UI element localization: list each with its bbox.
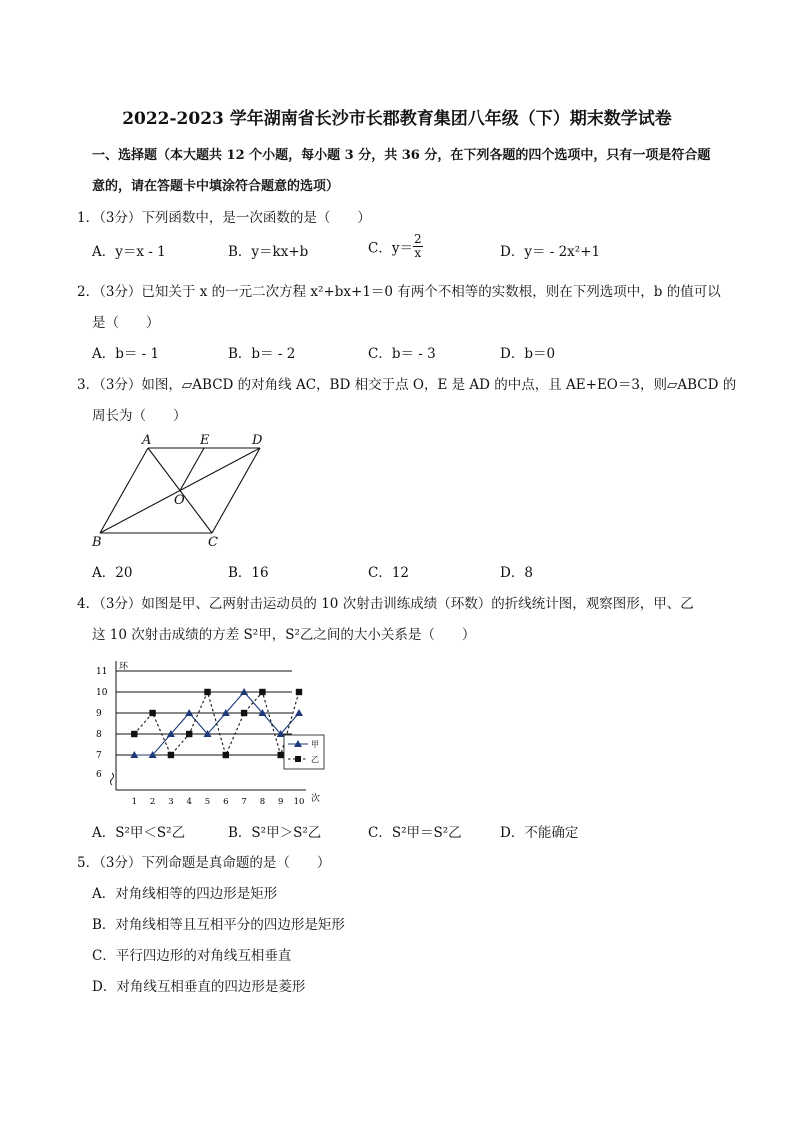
parallelogram-figure: [88, 428, 278, 553]
y-tick-6: 6: [96, 770, 102, 780]
label-b: B: [92, 535, 102, 550]
q1-option-c-prefix: C．y＝: [368, 240, 413, 257]
series-2-point-2: [149, 710, 155, 716]
section-heading-line2: 意的，请在答题卡中填涂符合题意的选项）: [92, 179, 340, 194]
label-o: O: [174, 493, 185, 508]
q5-option-b: B．对角线相等且互相平分的四边形是矩形: [92, 917, 345, 933]
series-2-point-7: [241, 710, 247, 716]
chart-axes: [111, 661, 307, 790]
legend-label-1: 甲: [311, 740, 319, 749]
q2-stem-line1: 2．（3分）已知关于 x 的一元二次方程 x²+bx+1＝0 有两个不相等的实数根，则在下列选项中，b 的值可以: [77, 284, 721, 300]
y-tick-11: 11: [96, 667, 108, 677]
series-2-point-5: [204, 689, 210, 695]
series-1-point-10: [295, 709, 303, 716]
q5-option-a: A．对角线相等的四边形是矩形: [92, 886, 278, 902]
chart-legend: [284, 735, 324, 769]
chart-series: [130, 688, 303, 758]
y-tick-7: 7: [96, 751, 102, 761]
x-tick-7: 7: [241, 797, 247, 807]
q1-option-c-numerator: 2: [413, 232, 422, 246]
q3-option-b: B．16: [228, 565, 269, 581]
q4-option-a: A．S²甲＜S²乙: [92, 825, 186, 841]
x-tick-1: 1: [131, 797, 138, 807]
q3-option-c: C．12: [368, 565, 410, 581]
y-tick-10: 10: [96, 688, 108, 698]
q3-stem-line2: 周长为（ ）: [92, 408, 187, 424]
label-a: A: [142, 433, 152, 448]
page-title: 2022-2023 学年湖南省长沙市长郡教育集团八年级（下）期末数学试卷: [122, 109, 672, 129]
q1-option-c-fraction: [413, 233, 423, 260]
series-2-point-4: [186, 731, 192, 737]
x-tick-6: 6: [223, 797, 229, 807]
series-2-point-9: [278, 752, 284, 758]
x-tick-2: 2: [149, 797, 156, 807]
x-tick-4: 4: [186, 797, 192, 807]
q3-stem-line1: 3．（3分）如图，▱ABCD 的对角线 AC，BD 相交于点 O，E 是 AD 的中点，且 AE+EO＝3，则▱ABCD 的: [77, 377, 737, 393]
q5-option-c: C．平行四边形的对角线互相垂直: [92, 948, 292, 964]
x-tick-9: 9: [277, 797, 284, 807]
shooting-score-line-chart: [92, 655, 332, 810]
q2-option-b: B．b＝ - 2: [228, 346, 296, 362]
q2-option-c: C．b＝ - 3: [368, 346, 436, 362]
series-2-point-6: [223, 752, 229, 758]
q1-option-a: A．y＝x - 1: [92, 244, 166, 260]
legend-marker-2: [295, 756, 301, 762]
series-line-2: [134, 692, 299, 755]
q1-option-b: B．y＝kx+b: [228, 244, 309, 260]
label-e: E: [200, 433, 210, 448]
axis-break-icon: [111, 773, 114, 785]
x-tick-10: 10: [293, 797, 305, 807]
legend-label-2: 乙: [311, 755, 319, 764]
q4-option-b: B．S²甲＞S²乙: [228, 825, 322, 841]
x-tick-3: 3: [168, 797, 174, 807]
series-2-point-1: [131, 731, 137, 737]
x-axis-label: 次: [311, 794, 321, 804]
series-2-point-3: [168, 752, 174, 758]
x-tick-8: 8: [259, 797, 266, 807]
y-tick-labels: [96, 667, 108, 780]
label-c: C: [208, 535, 218, 550]
y-axis-label: 环: [119, 662, 129, 672]
section-heading-line1: 一、选择题（本大题共 12 个小题，每小题 3 分，共 36 分，在下列各题的四个选项中，只有一项是符合题: [92, 148, 711, 163]
series-2-point-10: [296, 689, 302, 695]
q1-stem: 1．（3分）下列函数中，是一次函数的是（ ）: [77, 210, 371, 226]
q4-stem-line1: 4．（3分）如图是甲、乙两射击运动员的 10 次射击训练成绩（环数）的折线统计图，观察图形，甲、乙: [77, 596, 694, 612]
y-tick-9: 9: [96, 709, 102, 719]
q2-stem-line2: 是（ ）: [92, 315, 160, 331]
q5-stem: 5．（3分）下列命题是真命题的是（ ）: [77, 855, 331, 871]
chart-grid: [116, 671, 292, 755]
y-tick-8: 8: [96, 730, 102, 740]
label-d: D: [252, 433, 263, 448]
q4-option-d: D．不能确定: [500, 825, 579, 841]
series-2-point-8: [259, 689, 265, 695]
q3-option-d: D．8: [500, 565, 533, 581]
q1-option-c-denominator: x: [414, 246, 422, 260]
q4-option-c: C．S²甲＝S²乙: [368, 825, 462, 841]
q1-option-c: [368, 233, 423, 260]
q4-stem-line2: 这 10 次射击成绩的方差 S²甲，S²乙之间的大小关系是（ ）: [92, 627, 476, 643]
x-tick-labels: [132, 797, 305, 807]
q2-option-d: D．b＝0: [500, 346, 556, 362]
x-tick-5: 5: [204, 797, 211, 807]
q1-option-d: D．y＝ - 2x²+1: [500, 244, 601, 260]
q5-option-d: D．对角线互相垂直的四边形是菱形: [92, 979, 306, 995]
q2-option-a: A．b＝ - 1: [92, 346, 160, 362]
q3-option-a: A．20: [92, 565, 133, 581]
